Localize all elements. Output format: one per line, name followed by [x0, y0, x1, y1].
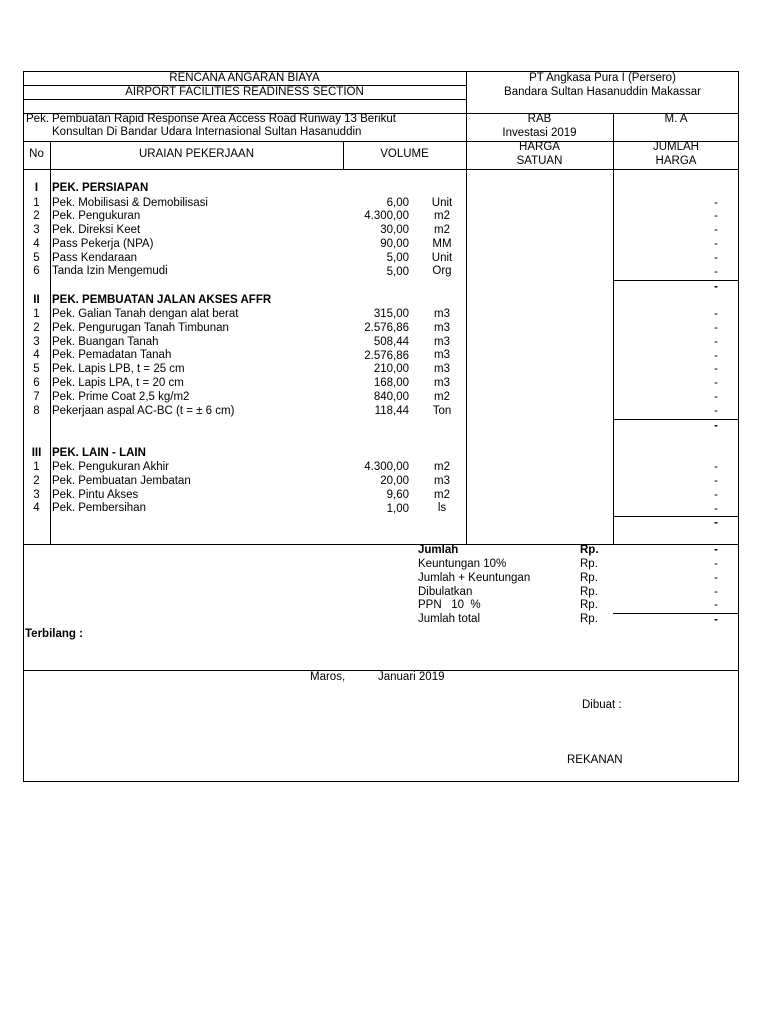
summary-value: -	[714, 614, 718, 626]
item-unit: m2	[434, 210, 450, 222]
item-unit: m3	[434, 377, 450, 389]
item-amount: -	[714, 210, 718, 222]
item-no: 8	[33, 405, 40, 417]
item-no: 3	[33, 224, 40, 236]
item-volume: 4.300,00	[364, 461, 409, 473]
item-no: 1	[33, 308, 40, 320]
item-description: Pek. Pintu Akses	[52, 489, 139, 501]
item-description: Pek. Pengukuran Akhir	[52, 461, 169, 473]
summary-label: Jumlah + Keuntungan	[418, 572, 531, 584]
investasi-label: Investasi 2019	[502, 127, 577, 139]
summary-value: -	[714, 586, 718, 598]
item-no: 5	[33, 252, 40, 264]
item-amount: -	[714, 350, 718, 362]
item-no: 4	[33, 502, 40, 514]
item-no: 2	[33, 210, 40, 222]
item-unit: m3	[434, 308, 450, 320]
item-unit: Unit	[431, 197, 453, 209]
rab-label: RAB	[527, 113, 552, 125]
item-unit: m2	[434, 489, 450, 501]
item-description: Pek. Mobilisasi & Demobilisasi	[52, 197, 208, 209]
item-description: Pek. Pengurugan Tanah Timbunan	[52, 322, 229, 334]
item-volume: 5,00	[386, 266, 409, 278]
item-unit: m3	[434, 475, 450, 487]
section-subtotal: -	[714, 420, 718, 432]
project-line-2: Konsultan Di Bandar Udara Internasional Sultan Hasanuddin	[52, 126, 362, 138]
summary-label: Jumlah	[418, 544, 459, 556]
summary-value: -	[714, 544, 718, 556]
section-numeral: I	[34, 182, 39, 194]
item-amount: -	[714, 377, 718, 389]
item-unit: m2	[434, 461, 450, 473]
document-title: RENCANA ANGARAN BIAYA	[169, 72, 320, 84]
item-volume: 118,44	[374, 405, 409, 417]
item-volume: 20,00	[380, 475, 409, 487]
summary-label: PPN 10 %	[418, 599, 481, 611]
item-no: 3	[33, 336, 40, 348]
item-amount: -	[714, 391, 718, 403]
item-unit: m3	[434, 322, 450, 334]
ma-label: M. A	[664, 113, 688, 125]
item-no: 1	[33, 197, 40, 209]
item-amount: -	[714, 461, 718, 473]
item-volume: 840,00	[373, 391, 409, 403]
item-volume: 508,44	[373, 336, 409, 348]
summary-value: -	[714, 599, 718, 611]
item-amount: -	[714, 238, 718, 250]
item-amount: -	[714, 266, 718, 278]
item-unit: m2	[434, 391, 450, 403]
summary-label: Jumlah total	[418, 613, 481, 625]
summary-currency: Rp.	[580, 599, 598, 611]
col-header-satuan: SATUAN	[516, 155, 563, 167]
summary-currency: Rp.	[580, 613, 598, 625]
item-no: 6	[33, 377, 40, 389]
summary-label: Dibulatkan	[418, 586, 473, 598]
item-amount: -	[714, 503, 718, 515]
item-amount: -	[714, 308, 718, 320]
project-line-1: Pembuatan Rapid Response Area Access Road Runway 13 Berikut	[52, 113, 396, 125]
col-header-volume: VOLUME	[380, 148, 429, 160]
item-no: 7	[33, 391, 40, 403]
rule-columns-bottom	[23, 169, 739, 170]
item-amount: -	[714, 322, 718, 334]
footer-date: Januari 2019	[378, 671, 445, 683]
item-description: Pass Kendaraan	[52, 252, 138, 264]
col-header-jumlah-harga: HARGA	[655, 155, 697, 167]
item-unit: m3	[434, 336, 450, 348]
item-volume: 4.300,00	[364, 210, 409, 222]
item-description: Pek. Prime Coat 2,5 kg/m2	[52, 391, 190, 403]
item-no: 2	[33, 322, 40, 334]
footer-dibuat: Dibuat :	[582, 699, 622, 711]
item-amount: -	[714, 489, 718, 501]
col-header-uraian: URAIAN PEKERJAAN	[138, 148, 255, 160]
item-no: 6	[33, 265, 40, 277]
summary-currency: Rp.	[580, 572, 598, 584]
section-numeral: II	[33, 294, 40, 306]
col-header-jumlah: JUMLAH	[652, 141, 699, 153]
company-name: PT Angkasa Pura I (Persero)	[529, 72, 676, 84]
item-amount: -	[714, 475, 718, 487]
item-unit: m2	[434, 224, 450, 236]
section-subtotal: -	[714, 281, 718, 293]
section-subtotal: -	[714, 517, 718, 529]
item-volume: 2.576,86	[364, 350, 409, 362]
item-volume: 210,00	[373, 363, 409, 375]
item-description: Tanda Izin Mengemudi	[52, 265, 168, 277]
section-title: PEK. PEMBUATAN JALAN AKSES AFFR	[52, 294, 272, 306]
item-volume: 2.576,86	[364, 322, 409, 334]
summary-currency: Rp.	[580, 586, 598, 598]
rule-header-bottom	[23, 99, 466, 100]
item-no: 5	[33, 363, 40, 375]
item-volume: 30,00	[380, 224, 409, 236]
item-unit: m3	[434, 349, 450, 361]
item-amount: -	[714, 405, 718, 417]
item-volume: 90,00	[380, 238, 409, 250]
airport-name: Bandara Sultan Hasanuddin Makassar	[504, 86, 701, 98]
item-volume: 1,00	[386, 503, 409, 515]
item-amount: -	[714, 224, 718, 236]
item-no: 2	[33, 475, 40, 487]
section-title: PEK. LAIN - LAIN	[52, 447, 146, 459]
item-unit: Unit	[431, 252, 453, 264]
footer-place: Maros,	[310, 671, 346, 683]
item-description: Pek. Pemadatan Tanah	[52, 349, 172, 361]
item-amount: -	[714, 252, 718, 264]
section-name: AIRPORT FACILITIES READINESS SECTION	[125, 86, 364, 98]
item-no: 4	[33, 349, 40, 361]
item-description: Pek. Pembersihan	[52, 502, 146, 514]
item-amount: -	[714, 363, 718, 375]
item-no: 3	[33, 489, 40, 501]
item-no: 1	[33, 461, 40, 473]
item-volume: 9,60	[386, 489, 409, 501]
item-description: Pek. Pembuatan Jembatan	[52, 475, 191, 487]
summary-currency: Rp.	[580, 558, 598, 570]
item-volume: 5,00	[386, 252, 409, 264]
item-unit: m3	[434, 363, 450, 375]
item-amount: -	[714, 336, 718, 348]
item-description: Pek. Buangan Tanah	[52, 336, 159, 348]
item-description: Pek. Galian Tanah dengan alat berat	[52, 308, 239, 320]
item-description: Pass Pekerja (NPA)	[52, 238, 154, 250]
item-unit: MM	[432, 238, 452, 250]
item-description: Pekerjaan aspal AC-BC (t = ± 6 cm)	[52, 405, 235, 417]
item-description: Pek. Pengukuran	[52, 210, 141, 222]
item-unit: ls	[437, 502, 447, 514]
item-amount: -	[714, 197, 718, 209]
item-description: Pek. Lapis LPB, t = 25 cm	[52, 363, 185, 375]
item-no: 4	[33, 238, 40, 250]
project-prefix: Pek.	[26, 113, 50, 125]
summary-label: Keuntungan 10%	[418, 558, 507, 570]
section-numeral: III	[31, 447, 42, 459]
footer-rekanan: REKANAN	[567, 754, 623, 766]
item-description: Pek. Lapis LPA, t = 20 cm	[52, 377, 184, 389]
summary-currency: Rp.	[580, 544, 599, 556]
item-unit: Ton	[432, 405, 452, 417]
item-unit: Org	[432, 265, 452, 277]
item-description: Pek. Direksi Keet	[52, 224, 141, 236]
col-header-no: No	[29, 148, 44, 160]
item-volume: 168,00	[373, 377, 409, 389]
summary-value: -	[714, 572, 718, 584]
summary-value: -	[714, 558, 718, 570]
col-header-harga: HARGA	[519, 141, 560, 153]
terbilang-label: Terbilang :	[25, 628, 83, 640]
rule-col-no	[50, 141, 51, 544]
item-volume: 6,00	[386, 197, 409, 209]
item-volume: 315,00	[373, 308, 409, 320]
section-title: PEK. PERSIAPAN	[52, 182, 149, 194]
